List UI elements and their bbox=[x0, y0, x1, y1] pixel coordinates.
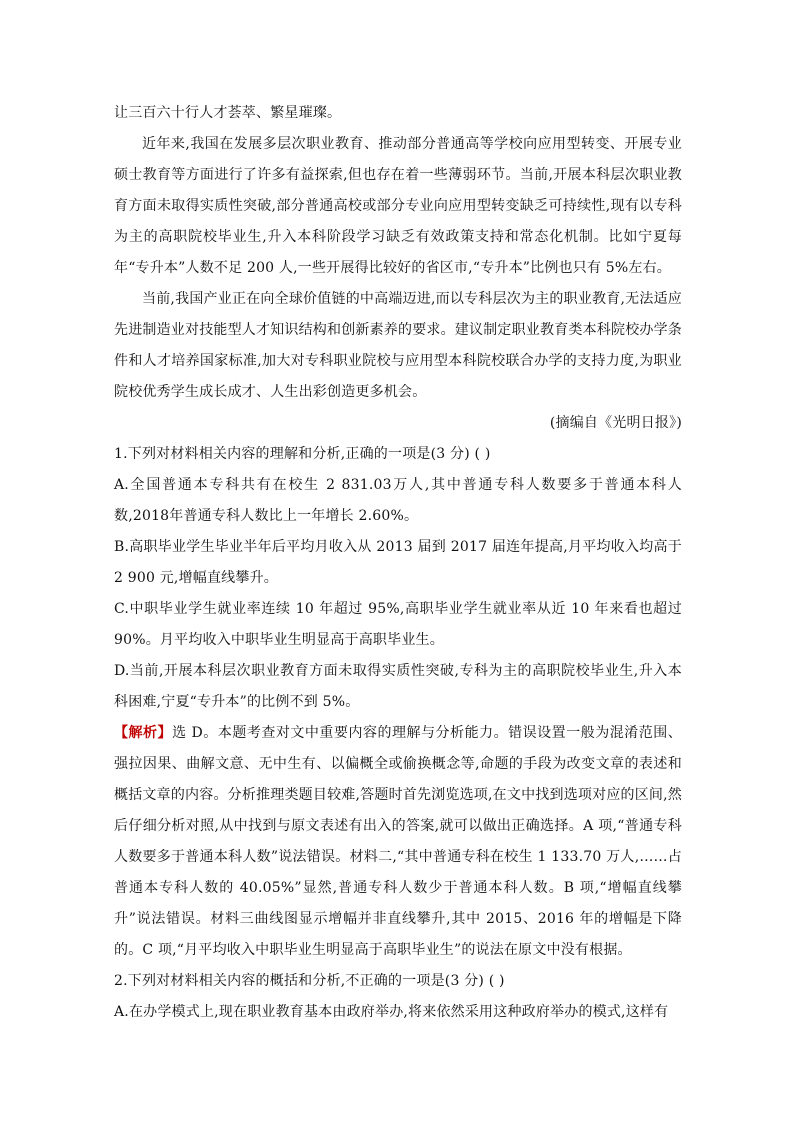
question-1-stem: 1.下列对材料相关内容的理解和分析,正确的一项是(3 分) ( ) bbox=[114, 446, 491, 462]
question-2-stem: 2.下列对材料相关内容的概括和分析,不正确的一项是(3 分) ( ) bbox=[114, 973, 505, 989]
question-1-option-b: B.高职毕业学生毕业半年后平均月收入从 2013 届到 2017 届连年提高,月平均收入均高于 2 900 元,增幅直线攀升。 bbox=[114, 539, 682, 586]
question-2-option-a: A.在办学模式上,现在职业教育基本由政府举办,将来依然采用这种政府举办的模式,这样有 bbox=[114, 1004, 669, 1020]
question-1-option-c: C.中职毕业学生就业率连续 10 年超过 95%,高职毕业学生就业率从近 10 年来看也超过 90%。月平均收入中职毕业生明显高于高职毕业生。 bbox=[114, 601, 682, 648]
passage-source: (摘编自《光明日报》) bbox=[549, 415, 682, 431]
analysis-text: 选 D。本题考查对文中重要内容的理解与分析能力。错误设置一般为混淆范围、强拉因果、曲解文意、无中生有、以偏概全或偷换概念等,命题的手段为改变文章的表述和概括文章的内容。分析推理类题目较难,答题时首先浏览选项,在文中找到选项对应的区间,然后仔细分析对照,从中找到与原文表述有出入的答案,就可以做出正确选择。A 项,“普通专科人数要多于普通本科人数”说法错误。材料二,“其中普通专科在校生 1 133.70 万人,……占普通本专科人数的 40.05%”显然,普通专科人数少于普通本科人数。B 项,“增幅直线攀升”说法错误。材料三曲线图显示增幅并非直线攀升,其中 2015、2016 年的增幅是下降的。C 项,“月平均收入中职毕业生明显高于高职毕业生”的说法在原文中没有根据。 bbox=[114, 725, 683, 958]
passage-paragraph: 当前,我国产业正在向全球价值链的中高端迈进,而以专科层次为主的职业教育,无法适应先进制造业对技能型人才知识结构和创新素养的要求。建议制定职业教育类本科院校办学条件和人才培养国家标准,加大对专科职业院校与应用型本科院校联合办学的支持力度,为职业院校优秀学生成长成才、人生出彩创造更多机会。 bbox=[114, 291, 682, 400]
document-body bbox=[114, 98, 682, 1028]
passage-paragraph: 让三百六十行人才荟萃、繁星璀璨。 bbox=[114, 105, 342, 121]
passage-paragraph: 近年来,我国在发展多层次职业教育、推动部分普通高等学校向应用型转变、开展专业硕士教育等方面进行了许多有益探索,但也存在着一些薄弱环节。当前,开展本科层次职业教育方面未取得实质性突破,部分普通高校或部分专业向应用型转变缺乏可持续性,现有以专科为主的高职院校毕业生,升入本科阶段学习缺乏有效政策支持和常态化机制。比如宁夏每年“专升本”人数不足 200 人,一些开展得比较好的省区市,“专升本”比例也只有 5%左右。 bbox=[114, 136, 682, 276]
question-1-option-a: A.全国普通本专科共有在校生 2 831.03万人,其中普通专科人数要多于普通本科人数,2018年普通专科人数比上一年增长 2.60%。 bbox=[114, 477, 682, 524]
question-1-analysis bbox=[114, 718, 682, 966]
question-1-option-d: D.当前,开展本科层次职业教育方面未取得实质性突破,专科为主的高职院校毕业生,升入本科困难,宁夏“专升本”的比例不到 5%。 bbox=[114, 663, 682, 710]
analysis-tag: 【解析】 bbox=[114, 725, 173, 741]
